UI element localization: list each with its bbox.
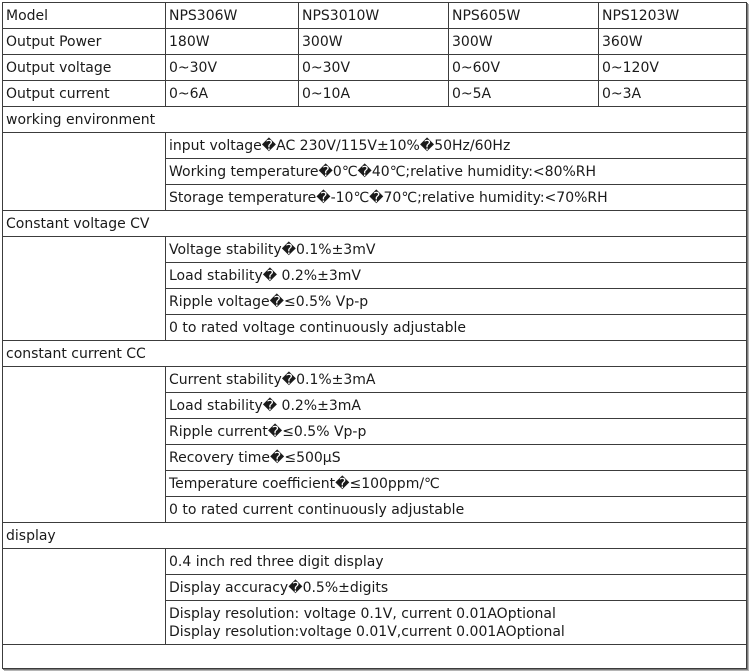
spec-item: 0 to rated voltage continuously adjustable: [166, 315, 747, 341]
spec-table: [2, 2, 747, 669]
section-title: working environment: [3, 107, 747, 133]
blank-cell: [3, 645, 747, 669]
table-cell: 0~120V: [599, 55, 747, 81]
section-title: Constant voltage CV: [3, 211, 747, 237]
spec-row: [3, 549, 747, 575]
spec-item: Temperature coefficient�≤100ppm/℃: [166, 471, 747, 497]
spec-item: 0 to rated current continuously adjustable: [166, 497, 747, 523]
display-resolution-line-2: Display resolution:voltage 0.01V,current 0.001AOptional: [169, 623, 565, 640]
table-cell: 0~3A: [599, 81, 747, 107]
table-cell: 300W: [299, 29, 449, 55]
spec-item-display-resolution: [166, 601, 747, 645]
table-cell: 300W: [449, 29, 599, 55]
output-current-row: [3, 81, 747, 107]
section-header-working-environment: [3, 107, 747, 133]
section-header-constant-current: [3, 341, 747, 367]
table-cell: 180W: [166, 29, 299, 55]
spec-row: [3, 367, 747, 393]
spec-item: Working temperature�0℃�40℃;relative humidity:<80%RH: [166, 159, 747, 185]
model-cell-nps306w: NPS306W: [166, 3, 299, 29]
section-header-display: [3, 523, 747, 549]
spec-item: Current stability�0.1%±3mA: [166, 367, 747, 393]
empty-footer-row: [3, 645, 747, 669]
spec-item: Recovery time�≤500µS: [166, 445, 747, 471]
table-cell: 0~30V: [299, 55, 449, 81]
model-cell-nps3010w: NPS3010W: [299, 3, 449, 29]
spec-row: [3, 237, 747, 263]
table-cell: 0~30V: [166, 55, 299, 81]
table-cell: 360W: [599, 29, 747, 55]
spec-row: [3, 133, 747, 159]
display-resolution-line-1: Display resolution: voltage 0.1V, current 0.01AOptional: [169, 605, 556, 622]
section-title: constant current CC: [3, 341, 747, 367]
spec-sheet: [2, 2, 746, 668]
blank-cell: [3, 367, 166, 523]
spec-item: Ripple voltage�≤0.5% Vp-p: [166, 289, 747, 315]
model-cell-nps1203w: NPS1203W: [599, 3, 747, 29]
blank-cell: [3, 133, 166, 211]
table-cell: 0~10A: [299, 81, 449, 107]
spec-item: Ripple current�≤0.5% Vp-p: [166, 419, 747, 445]
output-voltage-row: [3, 55, 747, 81]
model-label-cell: Model: [3, 3, 166, 29]
model-header-row: [3, 3, 747, 29]
spec-item: Storage temperature�-10℃�70℃;relative humidity:<70%RH: [166, 185, 747, 211]
table-cell: 0~6A: [166, 81, 299, 107]
table-cell: 0~60V: [449, 55, 599, 81]
spec-item: input voltage�AC 230V/115V±10%�50Hz/60Hz: [166, 133, 747, 159]
row-label: Output Power: [3, 29, 166, 55]
spec-item: 0.4 inch red three digit display: [166, 549, 747, 575]
output-power-row: [3, 29, 747, 55]
spec-item: Display accuracy�0.5%±digits: [166, 575, 747, 601]
blank-cell: [3, 237, 166, 341]
section-header-constant-voltage: [3, 211, 747, 237]
model-cell-nps605w: NPS605W: [449, 3, 599, 29]
row-label: Output current: [3, 81, 166, 107]
spec-item: Load stability� 0.2%±3mV: [166, 263, 747, 289]
spec-item: Load stability� 0.2%±3mA: [166, 393, 747, 419]
table-cell: 0~5A: [449, 81, 599, 107]
section-title: display: [3, 523, 747, 549]
spec-item: Voltage stability�0.1%±3mV: [166, 237, 747, 263]
blank-cell: [3, 549, 166, 645]
row-label: Output voltage: [3, 55, 166, 81]
